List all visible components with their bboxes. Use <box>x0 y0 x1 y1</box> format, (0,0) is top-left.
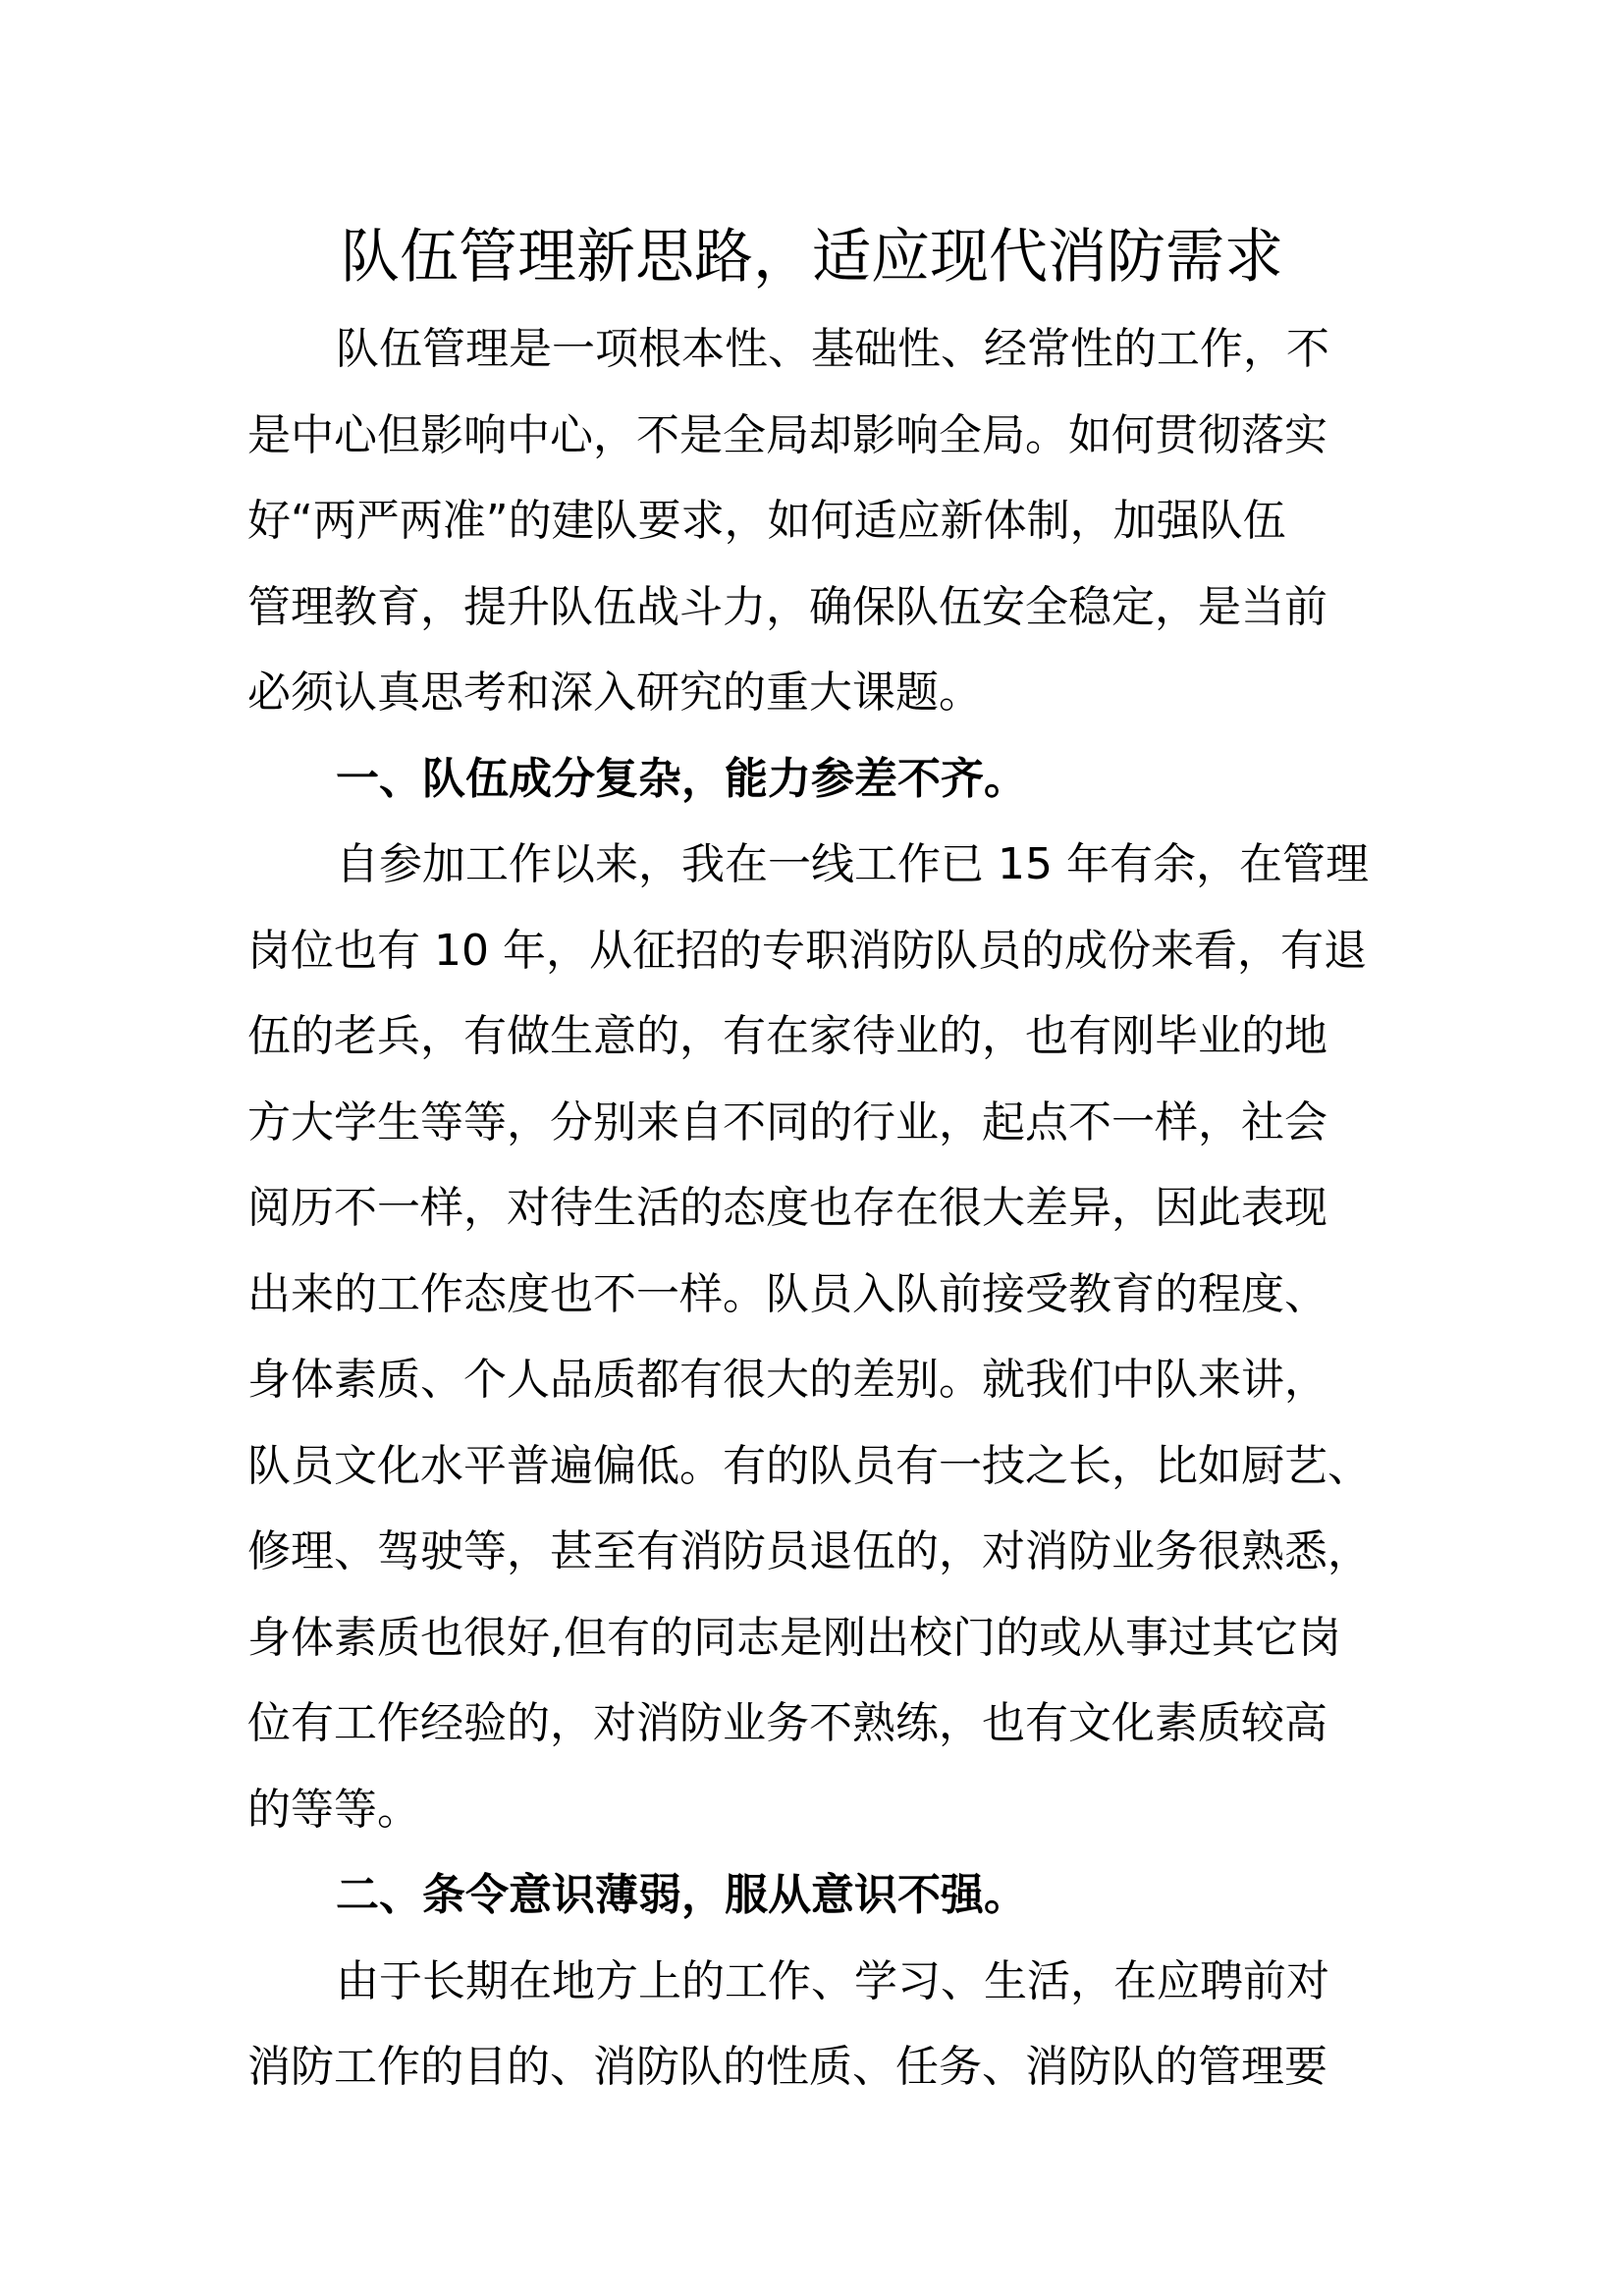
document-body <box>247 306 1377 2110</box>
paragraph-1-line-3: 好“两严两准”的建队要求，如何适应新体制，加强队伍 <box>247 496 1286 546</box>
section-heading-2: 二、条令意识薄弱，服从意识不强。 <box>336 1870 1027 1920</box>
paragraph-2-line-3: 伍的老兵，有做生意的，有在家待业的，也有刚毕业的地 <box>247 1011 1327 1061</box>
document-title: 队伍管理新思路，适应现代消防需求 <box>341 223 1283 292</box>
paragraph-1-line-4: 管理教育，提升队伍战斗力，确保队伍安全稳定，是当前 <box>247 581 1327 632</box>
paragraph-2-line-7: 身体素质、个人品质都有很大的差别。就我们中队来讲， <box>247 1355 1327 1405</box>
paragraph-2-line-8: 队员文化水平普遍偏低。有的队员有一技之长，比如厨艺、 <box>247 1440 1371 1491</box>
paragraph-1-line-1: 队伍管理是一项根本性、基础性、经常性的工作，不 <box>336 324 1329 374</box>
paragraph-3-line-1: 由于长期在地方上的工作、学习、生活，在应聘前对 <box>336 1955 1329 2006</box>
paragraph-1-line-5: 必须认真思考和深入研究的重大课题。 <box>247 667 982 718</box>
paragraph-2-line-10: 身体素质也很好,但有的同志是刚出校门的或从事过其它岗 <box>247 1612 1341 1663</box>
paragraph-2-line-9: 修理、驾驶等，甚至有消防员退伍的，对消防业务很熟悉， <box>247 1526 1371 1576</box>
paragraph-2-line-6: 出来的工作态度也不一样。队员入队前接受教育的程度、 <box>247 1268 1327 1319</box>
paragraph-2-line-4: 方大学生等等，分别来自不同的行业，起点不一样，社会 <box>247 1096 1327 1148</box>
paragraph-3-line-2: 消防工作的目的、消防队的性质、任务、消防队的管理要 <box>247 2042 1327 2092</box>
section-heading-1: 一、队伍成分复杂，能力参差不齐。 <box>336 753 1027 804</box>
paragraph-2-line-2: 岗位也有 10 年，从征招的专职消防队员的成份来看，有退 <box>247 925 1367 976</box>
paragraph-2-line-1: 自参加工作以来，我在一线工作已 15 年有余，在管理 <box>336 839 1369 889</box>
paragraph-2-line-11: 位有工作经验的，对消防业务不熟练，也有文化素质较高 <box>247 1698 1327 1748</box>
paragraph-2-line-5: 阅历不一样，对待生活的态度也存在很大差异，因此表现 <box>247 1183 1327 1233</box>
paragraph-2-line-12: 的等等。 <box>247 1784 420 1835</box>
paragraph-1-line-2: 是中心但影响中心，不是全局却影响全局。如何贯彻落实 <box>247 409 1327 460</box>
